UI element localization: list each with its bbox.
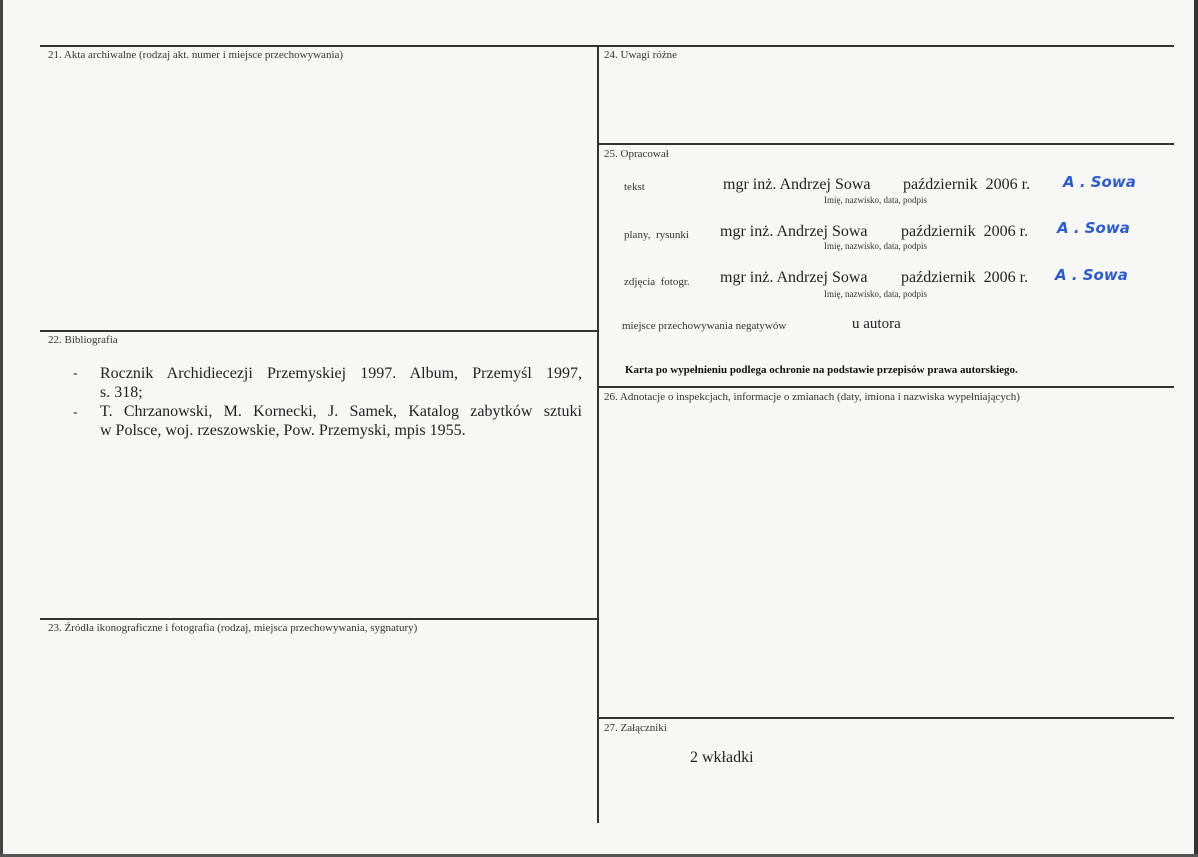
rule-s23 bbox=[40, 618, 597, 620]
rule-s22 bbox=[40, 330, 597, 332]
handwritten-signature: A . Sowa bbox=[1063, 173, 1136, 191]
row-label: tekst bbox=[624, 181, 645, 193]
signature-caption: Imię, nazwisko, data, podpis bbox=[824, 241, 927, 251]
author-name: mgr inż. Andrzej Sowa bbox=[720, 223, 868, 240]
author-name: mgr inż. Andrzej Sowa bbox=[720, 269, 868, 286]
rule-s27 bbox=[597, 717, 1174, 719]
signature-caption: Imię, nazwisko, data, podpis bbox=[824, 289, 927, 299]
negatives-value: u autora bbox=[852, 316, 901, 332]
bullet-dash: - bbox=[73, 405, 78, 420]
section-24-title: 24. Uwagi różne bbox=[604, 49, 678, 61]
negatives-label: miejsce przechowywania negatywów bbox=[622, 320, 787, 332]
rule-s25 bbox=[597, 143, 1174, 145]
bibliography-line: s. 318; bbox=[100, 384, 143, 401]
section-26-title: 26. Adnotacje o inspekcjach, informacje o zmianach (daty, imiona i nazwiska wypełniających) bbox=[604, 391, 1020, 403]
bibliography-line: Rocznik Archidiecezji Przemyskiej 1997. Album, Przemyśl 1997, bbox=[100, 365, 582, 382]
top-rule bbox=[40, 45, 1174, 47]
center-divider bbox=[597, 45, 599, 823]
bullet-dash: - bbox=[73, 366, 78, 381]
section-27-title: 27. Załączniki bbox=[604, 722, 667, 734]
page-left-edge bbox=[0, 0, 3, 857]
handwritten-signature: A . Sowa bbox=[1055, 266, 1128, 284]
row-label: zdjęcia fotogr. bbox=[624, 276, 690, 288]
handwritten-signature: A . Sowa bbox=[1057, 219, 1130, 237]
row-label: plany, rysunki bbox=[624, 229, 689, 241]
author-name: mgr inż. Andrzej Sowa bbox=[723, 176, 871, 193]
attachments-value: 2 wkładki bbox=[690, 749, 754, 766]
copyright-notice: Karta po wypełnieniu podlega ochronie na podstawie przepisów prawa autorskiego. bbox=[625, 364, 1018, 376]
rule-s26 bbox=[597, 386, 1174, 388]
bibliography-line: w Polsce, woj. rzeszowskie, Pow. Przemyski, mpis 1955. bbox=[100, 422, 466, 439]
author-date: październik 2006 r. bbox=[901, 269, 1029, 286]
bibliography-line: T. Chrzanowski, M. Kornecki, J. Samek, Katalog zabytków sztuki bbox=[100, 403, 582, 420]
section-21-title: 21. Akta archiwalne (rodzaj akt. numer i miejsce przechowywania) bbox=[48, 49, 344, 61]
section-22-title: 22. Bibliografia bbox=[48, 334, 118, 346]
page-right-edge bbox=[1194, 0, 1198, 857]
section-23-title: 23. Źródła ikonograficzne i fotografia (rodzaj, miejsca przechowywania, sygnatury) bbox=[48, 622, 418, 634]
author-date: październik 2006 r. bbox=[903, 176, 1031, 193]
author-date: październik 2006 r. bbox=[901, 223, 1029, 240]
signature-caption: Imię, nazwisko, data, podpis bbox=[824, 195, 927, 205]
section-25-title: 25. Opracował bbox=[604, 148, 669, 160]
